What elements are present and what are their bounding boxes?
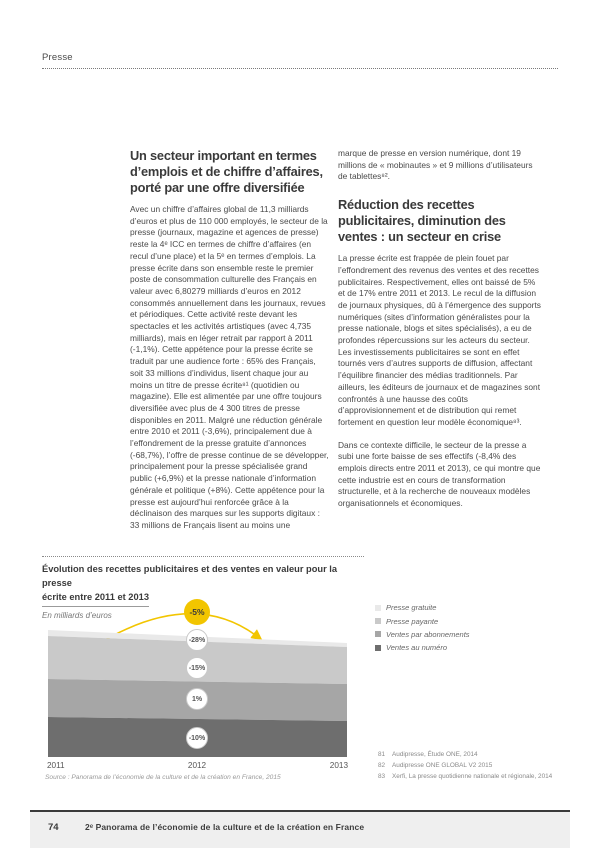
page-number: 74 (48, 822, 59, 833)
legend-item (375, 628, 470, 641)
legend-label: Ventes au numéro (386, 643, 448, 653)
legend-label: Presse payante (386, 616, 439, 626)
body-paragraph: La presse écrite est frappée de plein fouet par l’effondrement des revenus des ventes et des recettes publicitaires. Respectivement, elles ont baissé de 5% et de 17% entre 2011 et 2013. Le recul de la diffusion de journaux physiques, dû à l’émergence des supports numériques (sites d’information généralistes pour la presse nationale, blogs et sites spécialisés), a eu de profondes répercussions sur les acteurs du secteur. Les investissements publicitaires se sont en effet tournés vers d’autres supports de diffusion, affectant l’équilibre financier des médias traditionnels. Par ailleurs, les éditeurs de journaux et de magazines sont confrontés à une hausse des coûts d’approvisionnement et de distribution qui remet fortement en question leur modèle économique⁸³. (338, 253, 541, 427)
footnote-number: 81 (378, 751, 386, 758)
change-value: -10% (188, 734, 206, 742)
x-axis-label-2013: 2013 (329, 761, 348, 770)
body-paragraph: Dans ce contexte difficile, le secteur de la presse a subi une forte baisse de ses effectifs (-8,4% des emplois directs entre 2011 et 2013), ce qui montre que cette industrie est en cours de transformation structurelle, et à la recherche de nouveaux modèles organisationnels et économiques. (338, 439, 541, 509)
right-column (338, 148, 542, 521)
footnote (378, 760, 552, 771)
footnote-number: 82 (378, 762, 386, 769)
chart-source: Source : Panorama de l’économie de la culture et de la création en France, 2015 (45, 774, 281, 781)
change-value: -15% (188, 664, 206, 672)
footnote (378, 771, 552, 782)
chart-legend (375, 601, 470, 655)
body-paragraph-continued: marque de presse en version numérique, dont 19 millions de « mobinautes » et 9 millions d’utilisateurs de tablettes⁸². (338, 148, 533, 182)
body-paragraph: Avec un chiffre d’affaires global de 11,3 milliards d’euros et plus de 110 000 employés, le secteur de la presse (journaux, magazine et agences de presse) reste la 4ᵉ ICC en termes de chiffre d’affaires (en recul d’une place) et la 5ᵉ en termes d’emplois. La presse écrite dans son ensemble reste le premier poste de consommation culturelle des Français en valeur avec 6,80279 milliards d’euros en 2012 consommés annuellement dans les journaux, revues et périodiques. Cette activité reste devant les spectacles et les activités artistiques (avec 4,735 milliards), mais en léger retrait par rapport à 2011 (-1,1%). Cette appétence pour la presse écrite se traduit par une audience forte : 65% des Français, soit 33 millions d’individus, lisent chaque jour au moins un titre de presse écrite⁸¹ (quotidien ou magazine). Elle est alimentée par une offre toujours diversifiée avec plus de 4 300 titres de presse disponibles en 2011. Malgré une réduction générale entre 2010 et 2011 (-3,6%), principalement due à l’effondrement de la presse gratuite d’annonces (-68,7%), l’offre de presse continue de se développer, principalement pour la presse spécialisée grand public (+6,9%) et la presse nationale d’information générale et politique (+8%). Cette appétence pour la presse est aujourd’hui renforcée grâce à la déclinaison des marques sur les supports digitaux : 33 millions de Français lisent au moins une (130, 204, 329, 530)
legend-swatch-icon (375, 631, 381, 637)
legend-label: Presse gratuite (386, 603, 437, 613)
chart-title-line2: écrite entre 2011 et 2013 (42, 590, 149, 607)
legend-item (375, 614, 470, 627)
change-value: 1% (191, 695, 203, 703)
change-value: -28% (188, 636, 206, 644)
chart-title-line1: Évolution des recettes publicitaires et des ventes en valeur pour la presse (42, 564, 338, 588)
legend-swatch-icon (375, 645, 381, 651)
footer-title: 2ᵉ Panorama de l’économie de la culture et de la création en France (85, 822, 365, 832)
footnote (378, 749, 552, 760)
total-change-badge (184, 599, 210, 625)
legend-item (375, 641, 470, 654)
section-label: Presse (42, 52, 73, 63)
footnote-text: Audipresse, Étude ONE, 2014 (392, 751, 478, 758)
x-axis-label-2011: 2011 (47, 761, 65, 770)
left-column (130, 148, 331, 543)
legend-label: Ventes par abonnements (386, 629, 470, 639)
change-badge-presse-payante (186, 657, 208, 679)
legend-item (375, 601, 470, 614)
section-heading-2: Réduction des recettes publicitaires, diminution des ventes : un secteur en crise (338, 197, 506, 245)
section-heading-1: Un secteur important en termes d’emplois et de chiffre d’affaires, porté par une offre diversifiée (130, 148, 323, 195)
legend-swatch-icon (375, 618, 381, 624)
footnote-number: 83 (378, 773, 386, 780)
running-header (42, 52, 558, 69)
page-footer (30, 810, 570, 848)
x-axis-label-2012: 2012 (187, 761, 207, 770)
footnotes (378, 749, 552, 782)
footnote-text: Audipresse ONE GLOBAL V2 2015 (392, 762, 493, 769)
total-change-value: -5% (189, 607, 205, 617)
footnote-text: Xerfi, La presse quotidienne nationale et régionale, 2014 (392, 773, 553, 780)
change-badge-ventes-abonnements (186, 688, 208, 710)
chart-unit-label: En milliards d’euros (42, 611, 112, 620)
change-badge-presse-gratuite (186, 629, 208, 651)
change-badge-ventes-numero (186, 727, 208, 749)
legend-swatch-icon (375, 605, 381, 611)
